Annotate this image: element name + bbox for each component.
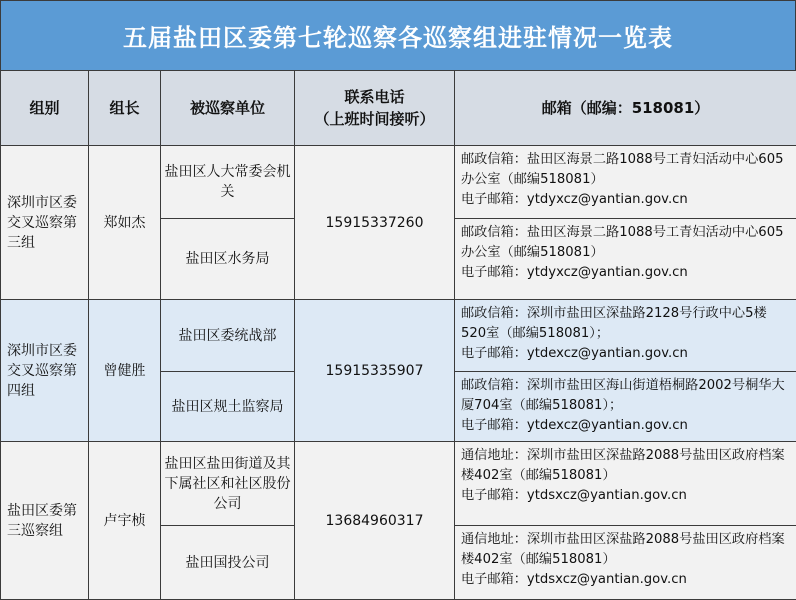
- inspection-table: [0, 70, 796, 600]
- group-leader: 曾健胜: [89, 300, 161, 442]
- contact-phone: 15915337260: [295, 146, 455, 300]
- postal-address: 邮政信箱：盐田区海景二路1088号工青妇活动中心605办公室（邮编518081）: [461, 150, 790, 190]
- postal-address: 邮政信箱：深圳市盐田区海山街道梧桐路2002号桐华大厦704室（邮编518081）；: [461, 376, 790, 416]
- email-address[interactable]: 电子邮箱：ytdexcz@yantian.gov.cn: [461, 416, 790, 436]
- postal-address: 通信地址：深圳市盐田区深盐路2088号盐田区政府档案楼402室（邮编518081）: [461, 446, 790, 486]
- email-address[interactable]: 电子邮箱：ytdsxcz@yantian.gov.cn: [461, 570, 790, 590]
- email-address[interactable]: 电子邮箱：ytdsxcz@yantian.gov.cn: [461, 486, 790, 506]
- unit-name: 盐田区水务局: [161, 219, 295, 300]
- header-group: 组别: [1, 71, 89, 146]
- group-leader: 郑如杰: [89, 146, 161, 300]
- header-mail: 邮箱（邮编：518081）: [455, 71, 796, 146]
- contact-phone: 13684960317: [295, 442, 455, 600]
- group-name: 深圳市区委交叉巡察第三组: [1, 146, 89, 300]
- email-address[interactable]: 电子邮箱：ytdyxcz@yantian.gov.cn: [461, 190, 790, 210]
- postal-address: 邮政信箱：深圳市盐田区深盐路2128号行政中心5楼520室（邮编518081）；: [461, 304, 790, 344]
- header-phone: [295, 71, 455, 146]
- header-phone-line2: （上班时间接听）: [295, 108, 454, 130]
- group-name: 深圳市区委交叉巡察第四组: [1, 300, 89, 442]
- mail-cell: [455, 526, 796, 600]
- unit-name: 盐田区委统战部: [161, 300, 295, 372]
- header-leader: 组长: [89, 71, 161, 146]
- unit-name: 盐田区人大常委会机关: [161, 146, 295, 219]
- header-unit: 被巡察单位: [161, 71, 295, 146]
- table-row: [1, 146, 796, 219]
- unit-name: 盐田区规土监察局: [161, 372, 295, 442]
- mail-cell: [455, 372, 796, 442]
- table-row: [1, 442, 796, 526]
- postal-address: 通信地址：深圳市盐田区深盐路2088号盐田区政府档案楼402室（邮编518081）: [461, 530, 790, 570]
- header-phone-line1: 联系电话: [295, 86, 454, 108]
- mail-cell: [455, 219, 796, 300]
- unit-name: 盐田国投公司: [161, 526, 295, 600]
- email-address[interactable]: 电子邮箱：ytdyxcz@yantian.gov.cn: [461, 263, 790, 283]
- group-name: 盐田区委第三巡察组: [1, 442, 89, 600]
- unit-name: 盐田区盐田街道及其下属社区和社区股份公司: [161, 442, 295, 526]
- table-row: [1, 300, 796, 372]
- table-title: 五届盐田区委第七轮巡察各巡察组进驻情况一览表: [0, 0, 796, 70]
- mail-cell: [455, 442, 796, 526]
- header-row: [1, 71, 796, 146]
- mail-cell: [455, 300, 796, 372]
- mail-cell: [455, 146, 796, 219]
- contact-phone: 15915335907: [295, 300, 455, 442]
- group-leader: 卢宇桢: [89, 442, 161, 600]
- email-address[interactable]: 电子邮箱：ytdexcz@yantian.gov.cn: [461, 344, 790, 364]
- postal-address: 邮政信箱：盐田区海景二路1088号工青妇活动中心605办公室（邮编518081）: [461, 223, 790, 263]
